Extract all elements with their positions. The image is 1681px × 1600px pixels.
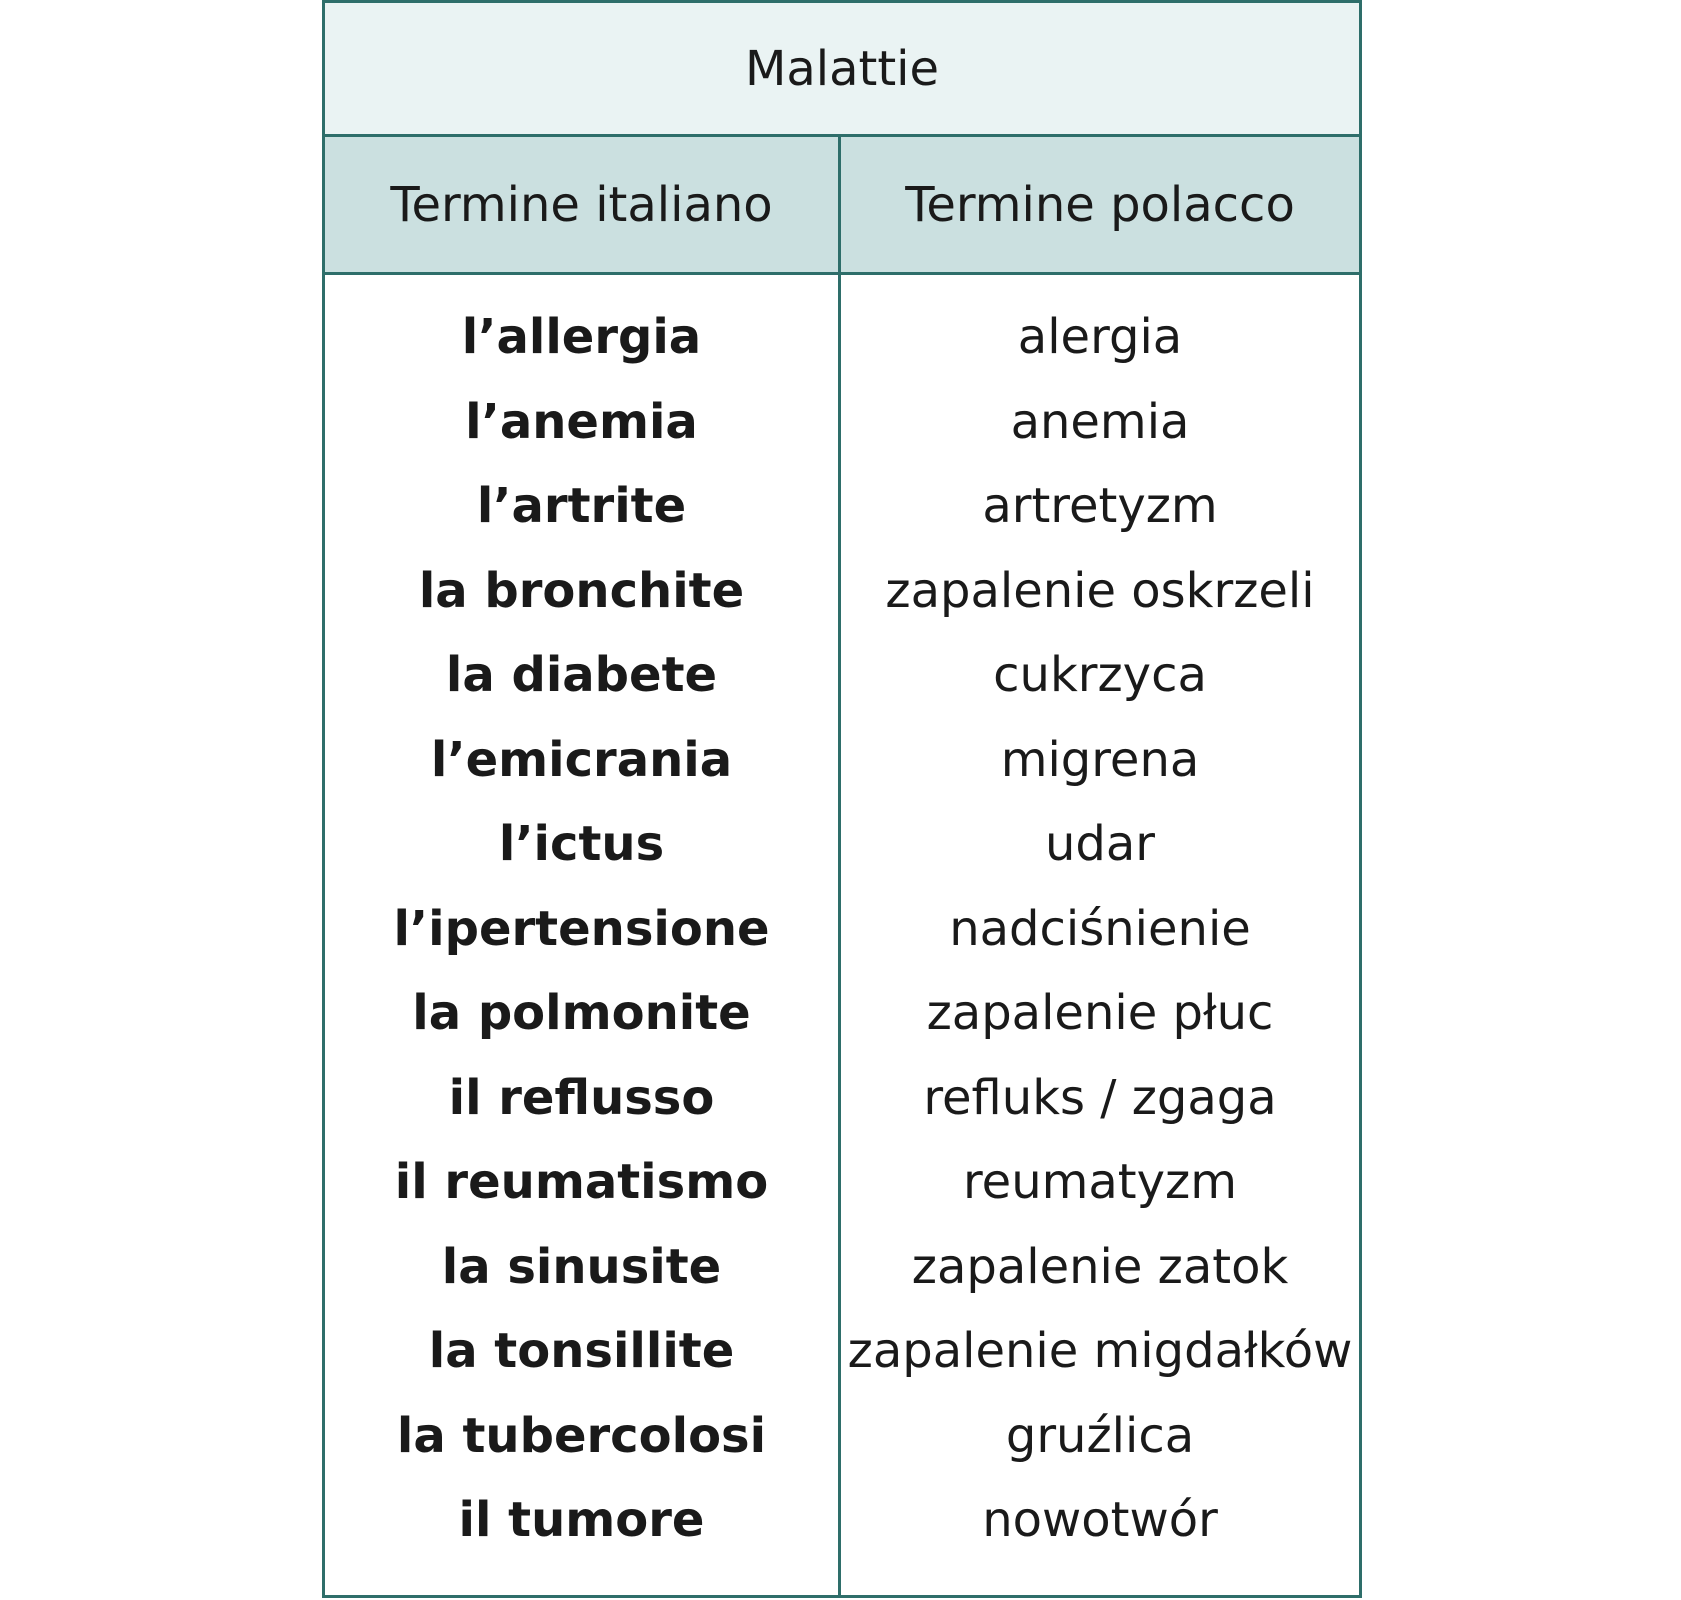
polish-column xyxy=(841,275,1359,1595)
italian-term-cell: la tonsillite xyxy=(428,1323,735,1380)
polish-term-cell: zapalenie zatok xyxy=(911,1238,1289,1295)
table-header-row xyxy=(325,137,1359,275)
header-polish-term: Termine polacco xyxy=(905,176,1295,233)
polish-term-cell: refluks / zgaga xyxy=(923,1069,1277,1126)
polish-term-cell: udar xyxy=(1044,816,1156,873)
polish-term-cell: alergia xyxy=(1017,309,1183,366)
polish-term-cell: gruźlica xyxy=(1005,1407,1195,1464)
italian-term-cell: l’allergia xyxy=(461,309,702,366)
italian-term-cell: il tumore xyxy=(458,1492,705,1549)
italian-term-cell: la polmonite xyxy=(412,985,751,1042)
polish-term-cell: nadciśnienie xyxy=(949,900,1251,957)
italian-term-cell: l’anemia xyxy=(465,393,698,450)
table-title: Malattie xyxy=(325,3,1359,137)
polish-term-cell: artretyzm xyxy=(982,478,1218,535)
italian-term-cell: l’ictus xyxy=(498,816,665,873)
italian-term-cell: la sinusite xyxy=(441,1238,722,1295)
vocabulary-table xyxy=(322,0,1362,1598)
polish-term-cell: migrena xyxy=(1000,731,1200,788)
polish-term-cell: reumatyzm xyxy=(963,1154,1237,1211)
header-italian-term: Termine italiano xyxy=(325,137,841,272)
italian-term-cell: il reumatismo xyxy=(394,1154,769,1211)
italian-term-cell: l’ipertensione xyxy=(393,900,770,957)
italian-term-cell: l’emicrania xyxy=(430,731,733,788)
italian-term-cell: la bronchite xyxy=(418,562,745,619)
polish-term-cell: anemia xyxy=(1010,393,1190,450)
polish-term-cell: zapalenie płuc xyxy=(926,985,1274,1042)
polish-term-cell: zapalenie oskrzeli xyxy=(885,562,1315,619)
polish-term-cell: zapalenie migdałków xyxy=(847,1323,1353,1380)
polish-term-cell: nowotwór xyxy=(982,1492,1218,1549)
italian-term-cell: il reflusso xyxy=(448,1069,715,1126)
italian-column xyxy=(325,275,841,1595)
polish-term-cell: cukrzyca xyxy=(993,647,1207,704)
italian-term-cell: la tubercolosi xyxy=(396,1407,767,1464)
table-body xyxy=(325,275,1359,1595)
italian-term-cell: l’artrite xyxy=(476,478,687,535)
italian-term-cell: la diabete xyxy=(445,647,718,704)
